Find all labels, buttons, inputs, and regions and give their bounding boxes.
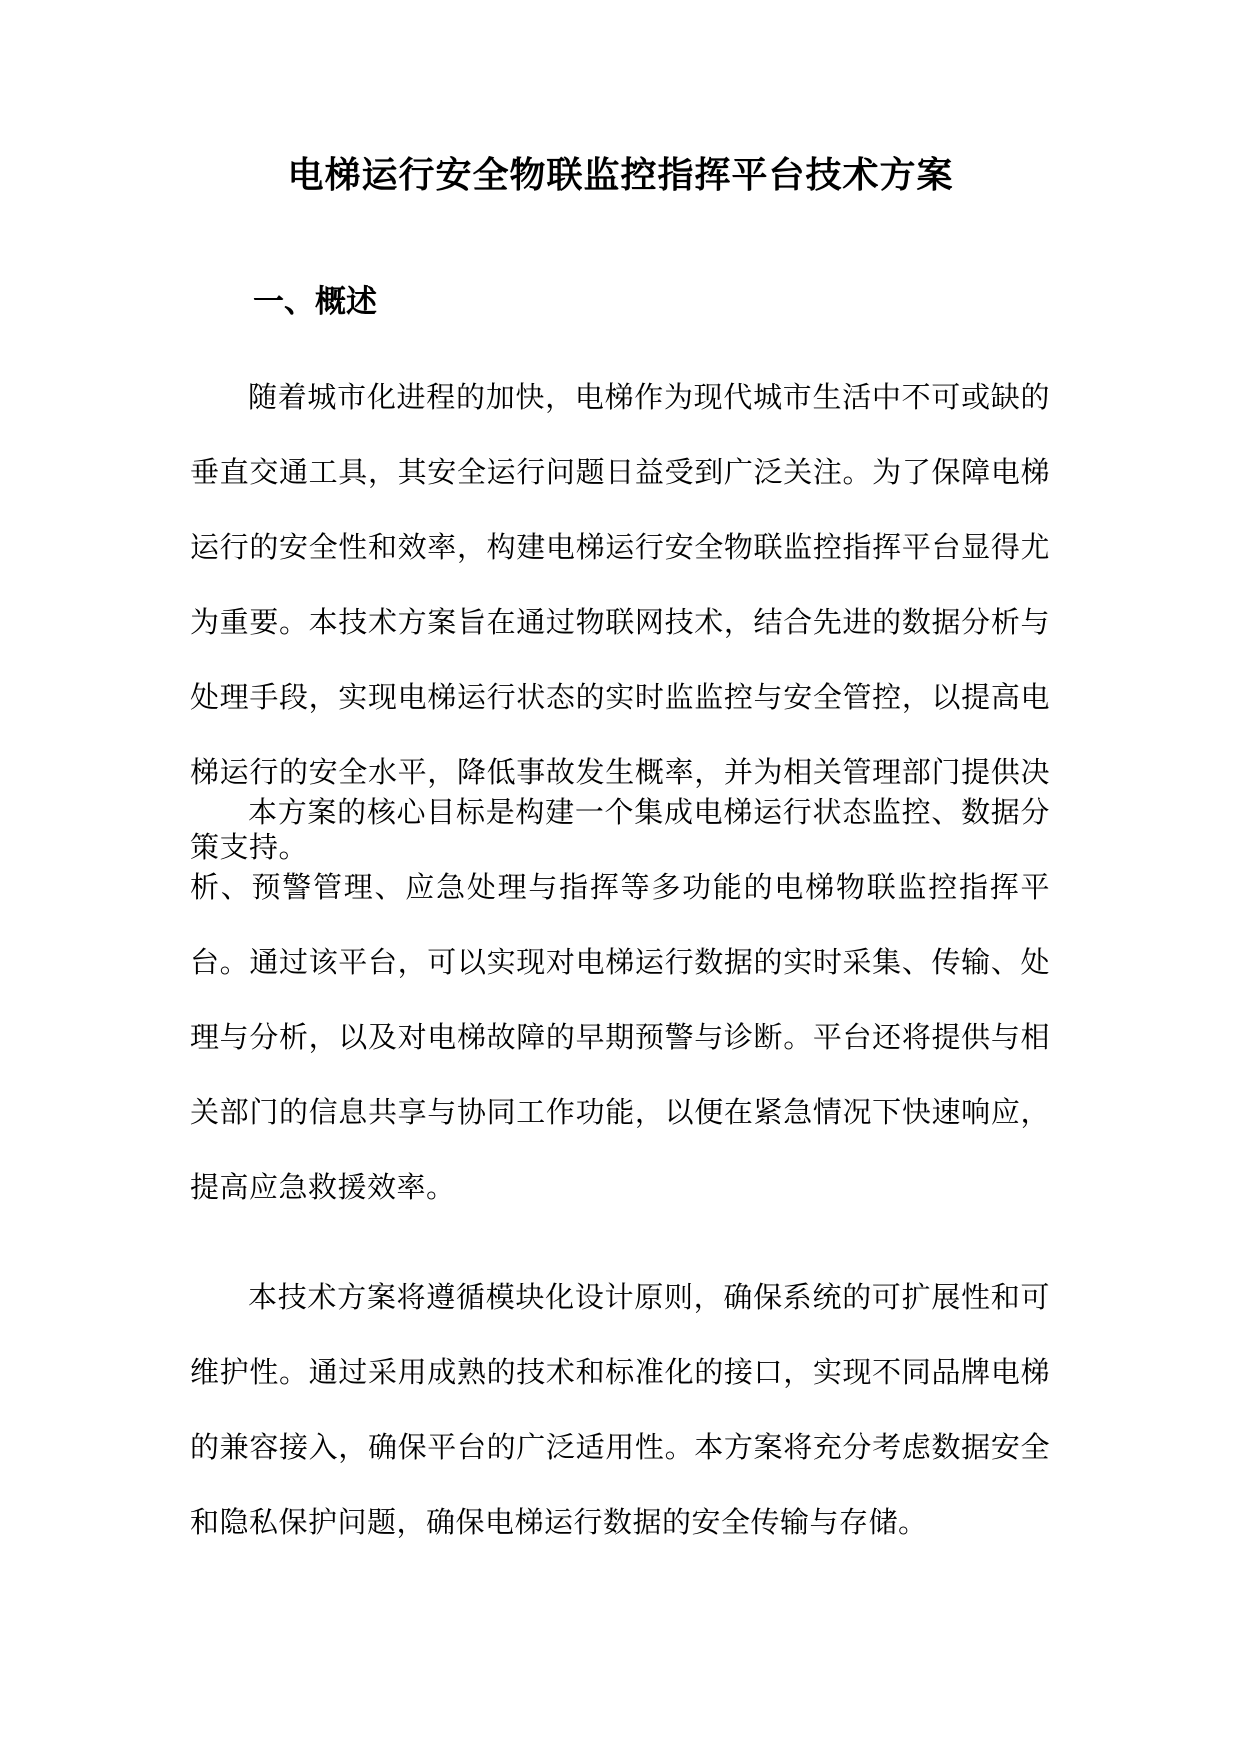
section-heading: 一、概述: [253, 284, 377, 320]
paragraph-1: 随着城市化进程的加快，电梯作为现代城市生活中不可或缺的垂直交通工具，其安全运行问题日益受到广泛关注。为了保障电梯运行的安全性和效率，构建电梯运行安全物联监控指挥平台显得尤为重要。本技术方案旨在通过物联网技术，结合先进的数据分析与处理手段，实现电梯运行状态的实时监监控与安全管控，以提高电梯运行的安全水平，降低事故发生概率，并为相关管理部门提供决策支持。: [190, 380, 1050, 864]
paragraph-3: 本技术方案将遵循模块化设计原则，确保系统的可扩展性和可维护性。通过采用成熟的技术和标准化的接口，实现不同品牌电梯的兼容接入，确保平台的广泛适用性。本方案将充分考虑数据安全和隐私保护问题，确保电梯运行数据的安全传输与存储。: [190, 1280, 1050, 1539]
document-title: 电梯运行安全物联监控指挥平台技术方案: [287, 154, 954, 196]
paragraph-2: 本方案的核心目标是构建一个集成电梯运行状态监控、数据分析、预警管理、应急处理与指挥等多功能的电梯物联监控指挥平台。通过该平台，可以实现对电梯运行数据的实时采集、传输、处理与分析，以及对电梯故障的早期预警与诊断。平台还将提供与相关部门的信息共享与协同工作功能，以便在紧急情况下快速响应，提高应急救援效率。: [190, 795, 1050, 1204]
